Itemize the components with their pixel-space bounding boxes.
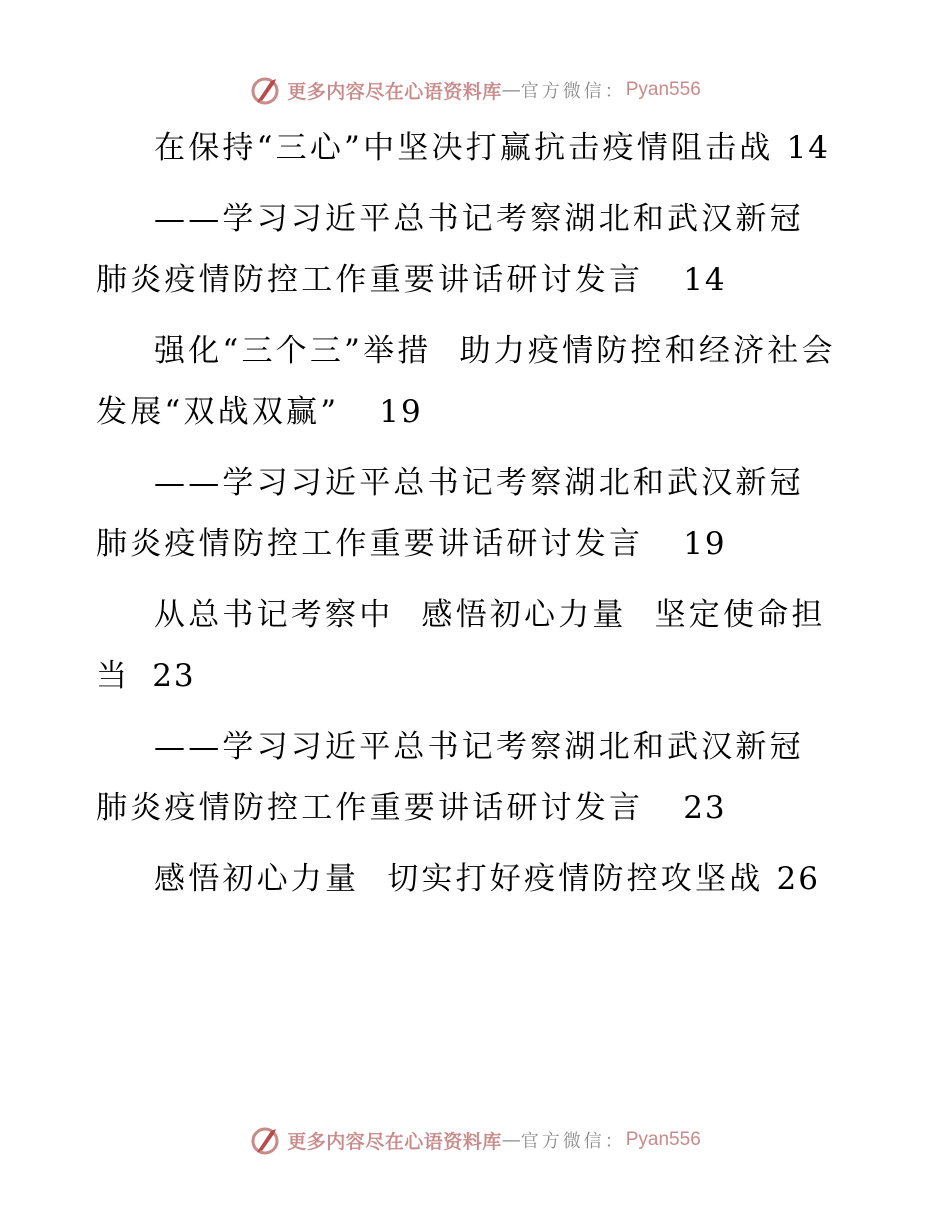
banner-brand-text: 更多内容尽在心语资料库 — [287, 1130, 502, 1153]
banner-wechat-id: Pyan556 — [625, 1129, 701, 1150]
quill-pen-logo-icon — [249, 1123, 283, 1157]
header-banner — [0, 70, 950, 110]
banner-wechat-id: Pyan556 — [625, 79, 701, 100]
toc-entry-title: 助力疫情防控和经济社会发展“双战双赢” — [96, 333, 836, 430]
header-banner-content — [249, 73, 701, 107]
quill-pen-logo-icon — [249, 73, 283, 107]
toc-page-number: 14 — [786, 130, 831, 166]
toc-entry-title: 从总书记考察中 — [154, 597, 394, 633]
toc-entry-title: ——学习习近平总书记考察湖北和武汉新冠肺炎疫情防控工作重要讲话研讨发言 — [96, 201, 804, 298]
toc-entry — [96, 189, 836, 311]
toc-page-number: 23 — [152, 658, 196, 694]
toc-page-number: 26 — [776, 861, 820, 897]
toc-entry — [96, 585, 836, 707]
toc-entry — [96, 717, 836, 839]
toc-entry — [96, 849, 836, 910]
banner-separator: — — [501, 1129, 521, 1151]
banner-brand-text: 更多内容尽在心语资料库 — [287, 80, 502, 103]
banner-separator: — — [501, 79, 521, 101]
toc-entry-title: 感悟初心力量 — [154, 861, 360, 897]
toc-entry-title: ——学习习近平总书记考察湖北和武汉新冠肺炎疫情防控工作重要讲话研讨发言 — [96, 729, 804, 826]
toc-entry-title: 切实打好疫情防控攻坚战 — [387, 861, 764, 897]
table-of-contents — [96, 118, 836, 910]
toc-entry-title: ——学习习近平总书记考察湖北和武汉新冠肺炎疫情防控工作重要讲话研讨发言 — [96, 465, 804, 562]
footer-banner — [0, 1120, 950, 1160]
banner-wechat-label: 官方微信： — [520, 81, 626, 102]
toc-entry — [96, 321, 836, 443]
toc-entry-title: 坚定使命担当 — [96, 597, 826, 694]
toc-page-number: 23 — [683, 790, 727, 826]
toc-entry — [96, 453, 836, 575]
banner-wechat-label: 官方微信： — [520, 1131, 626, 1152]
toc-page-number: 19 — [379, 394, 423, 430]
footer-banner-content — [249, 1123, 701, 1157]
toc-entry-title: 强化“三个三”举措 — [154, 333, 432, 369]
toc-page-number: 19 — [683, 526, 727, 562]
toc-entry — [96, 118, 836, 179]
toc-entry-title: 在保持“三心”中坚决打赢抗击疫情阻击战 — [154, 130, 774, 166]
toc-page-number: 14 — [683, 262, 727, 298]
toc-entry-title: 感悟初心力量 — [421, 597, 627, 633]
